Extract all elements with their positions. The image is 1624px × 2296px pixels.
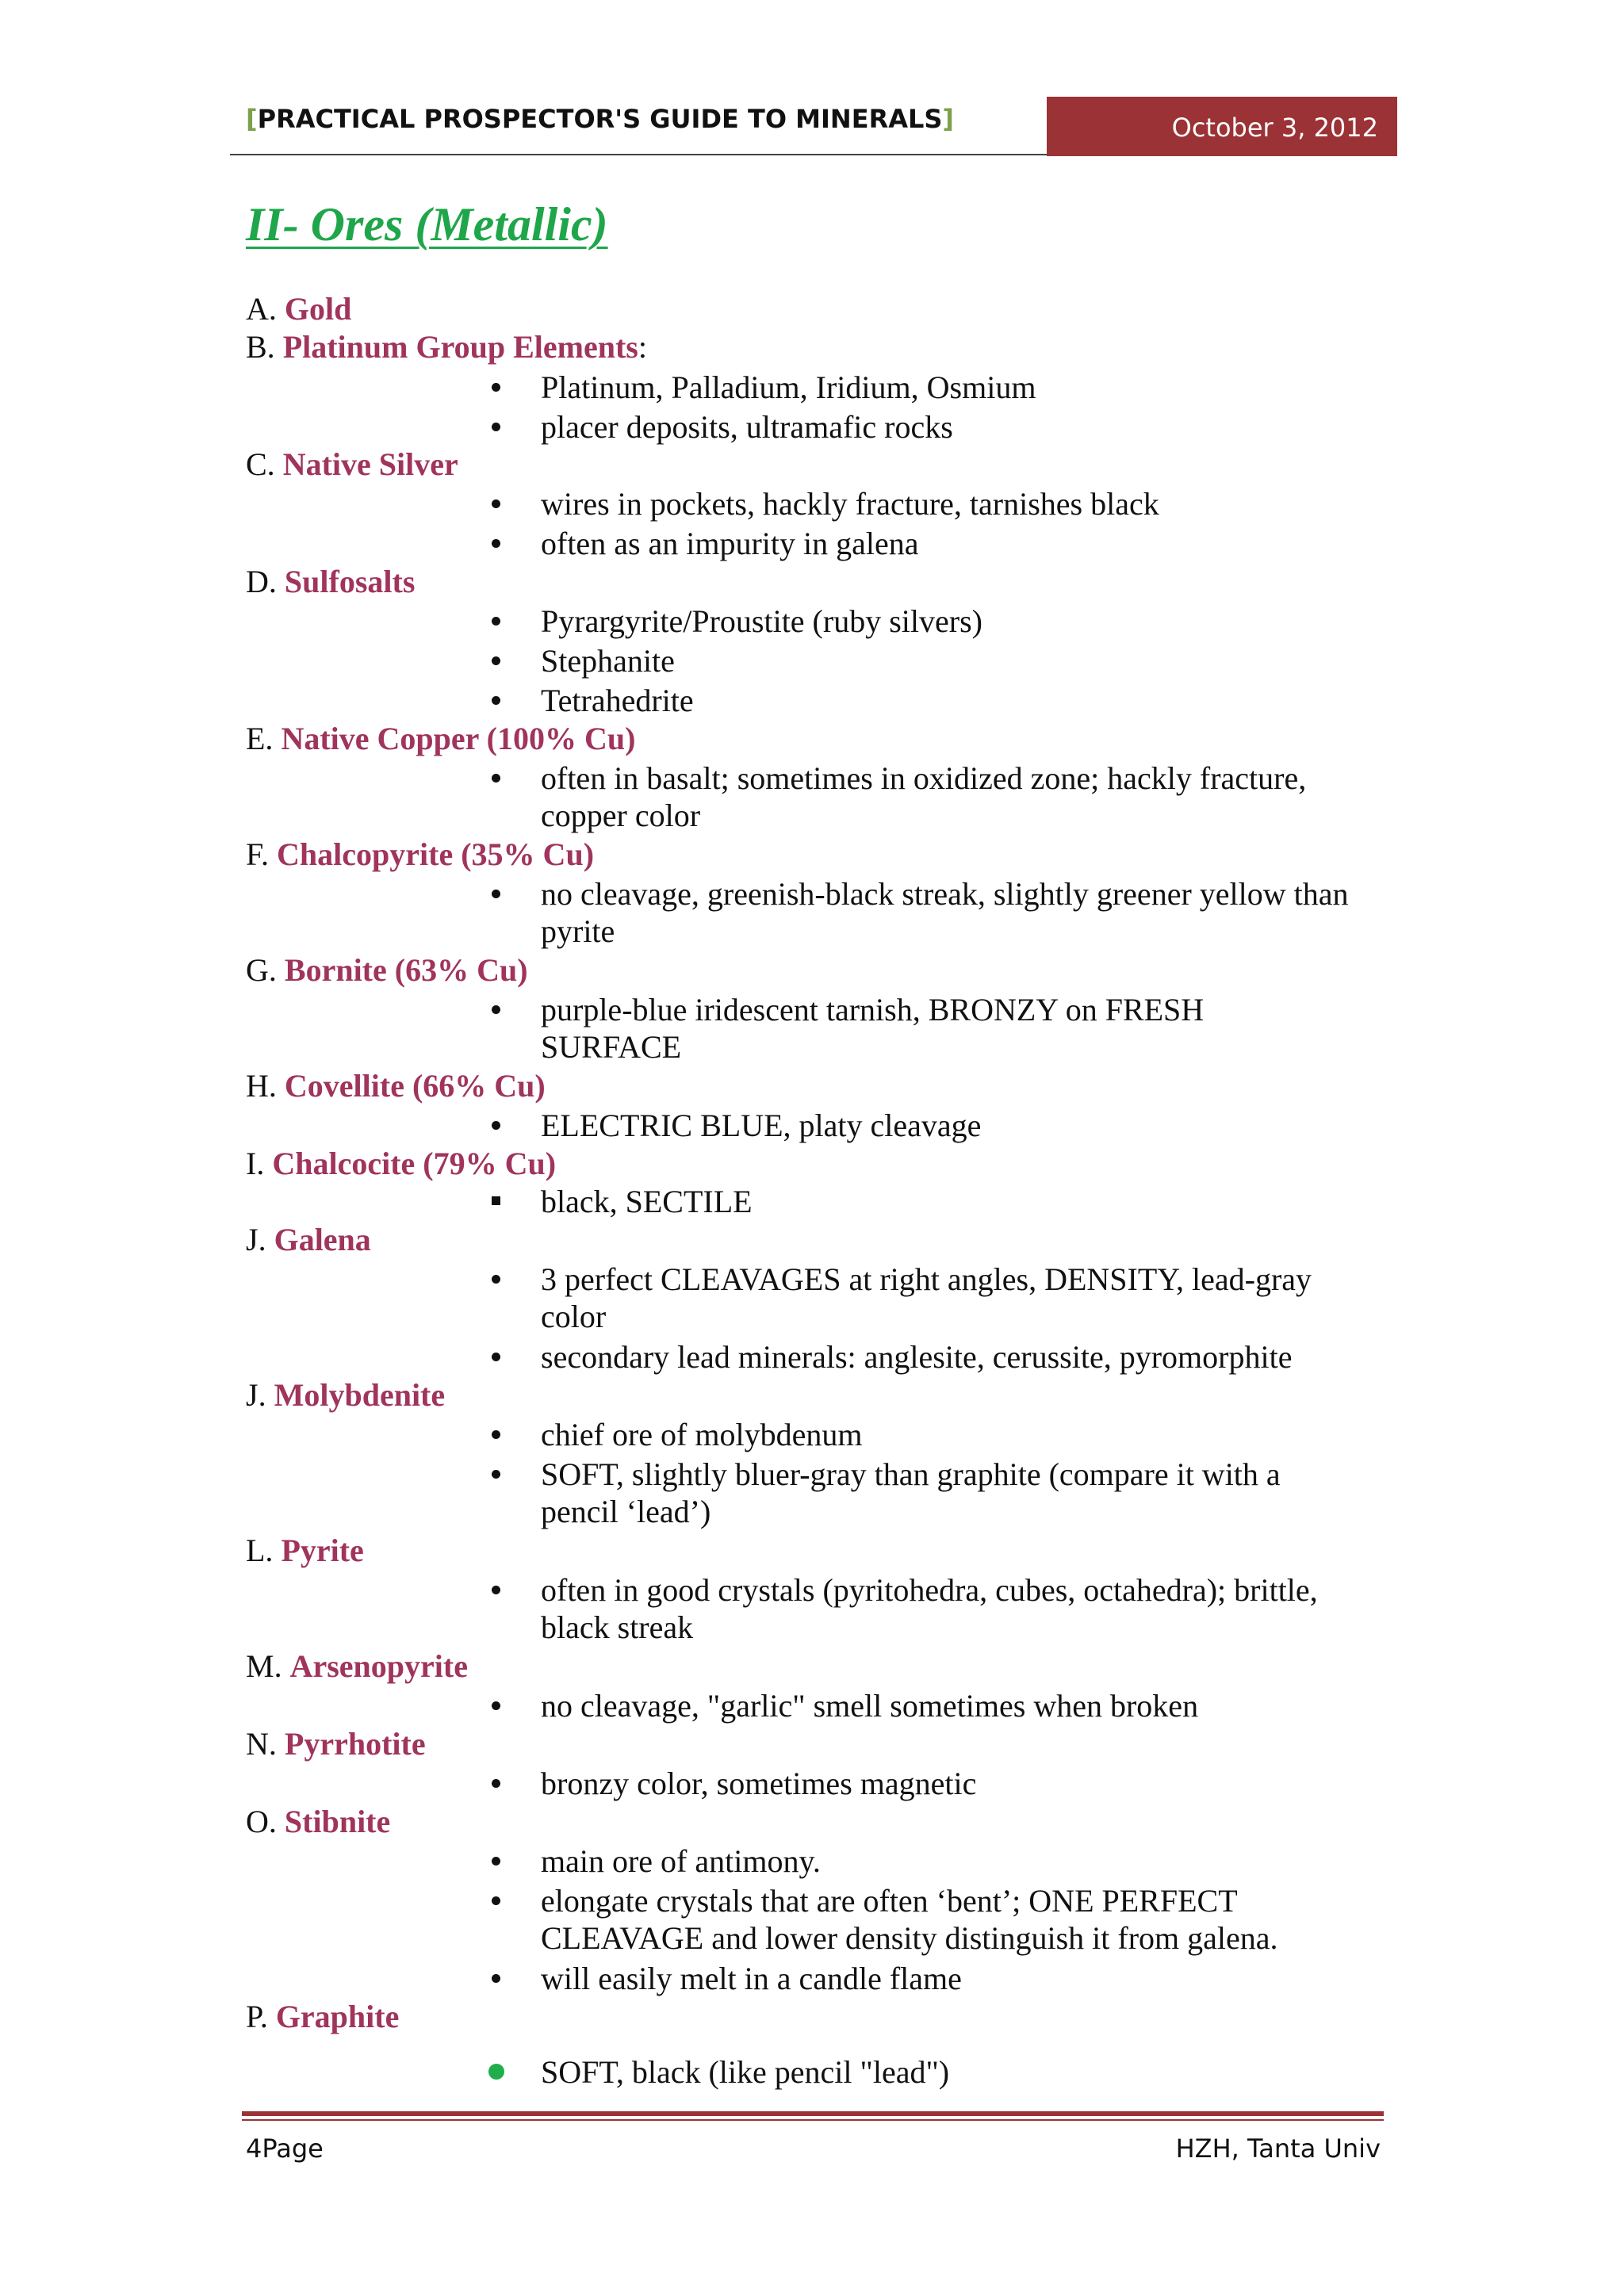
bullet-dot-icon: [492, 1121, 500, 1130]
bullet-text: Stephanite: [541, 643, 675, 679]
mineral-name: Covellite (66% Cu): [284, 1068, 546, 1104]
bullet-text: [541, 1456, 1281, 1530]
mineral-name: Pyrite: [281, 1533, 364, 1568]
bullet-text-line: often in good crystals (pyritohedra, cubes, octahedra); brittle,: [541, 1572, 1318, 1608]
bullet-dot-icon: [492, 1586, 500, 1594]
bullet-dot-icon: [492, 539, 500, 548]
footer-rule-thin: [242, 2119, 1384, 2121]
bullet-text: Platinum, Palladium, Iridium, Osmium: [541, 369, 1036, 405]
item-letter: I.: [246, 1146, 273, 1181]
item-letter: N.: [246, 1726, 285, 1762]
bullet-text: Pyrargyrite/Proustite (ruby silvers): [541, 603, 982, 639]
item-chalcocite: [246, 1145, 556, 1182]
bullet-text-line: often in basalt; sometimes in oxidized zone; hackly fracture,: [541, 760, 1307, 796]
bullet-text: ELECTRIC BLUE, platy cleavage: [541, 1108, 982, 1143]
bullet-dot-icon: [488, 2064, 504, 2080]
item-gold: [246, 290, 351, 327]
bullet-text: often as an impurity in galena: [541, 526, 919, 561]
item-native-copper: [246, 720, 635, 757]
bullet-text-line: color: [541, 1299, 607, 1334]
bullet-text: wires in pockets, hackly fracture, tarnishes black: [541, 486, 1159, 522]
item-graphite: [246, 1998, 399, 2035]
bullet-text: [541, 760, 1306, 834]
item-covellite: [246, 1067, 546, 1104]
bullet-dot-icon: [492, 774, 500, 783]
item-letter: B.: [246, 329, 283, 365]
mineral-name: Pyrrhotite: [284, 1726, 426, 1762]
bullet-text: chief ore of molybdenum: [541, 1417, 863, 1452]
bullet-dot-icon: [492, 1430, 500, 1439]
header-bracket-close: ]: [942, 104, 955, 134]
mineral-name: Sulfosalts: [284, 564, 416, 599]
bullet-text: will easily melt in a candle flame: [541, 1961, 962, 1996]
bullet-text-line: 3 perfect CLEAVAGES at right angles, DENSITY, lead-gray: [541, 1261, 1312, 1297]
header-title-text: PRACTICAL PROSPECTOR'S GUIDE TO MINERALS: [257, 104, 943, 134]
item-letter: P.: [246, 1999, 276, 2034]
bullet-dot-icon: [492, 617, 500, 626]
bullet-text: [541, 1571, 1318, 1646]
bullet-dot-icon: [492, 499, 500, 508]
bullet-text: [541, 1882, 1278, 1957]
item-letter: F.: [246, 836, 278, 872]
item-letter: C.: [246, 446, 283, 482]
bullet-text-line: copper color: [541, 798, 701, 833]
bullet-text-line: SOFT, slightly bluer-gray than graphite (compare it with a: [541, 1456, 1281, 1492]
mineral-name: Bornite (63% Cu): [284, 952, 528, 988]
header-bracket-open: [: [246, 104, 258, 134]
bullet-text: bronzy color, sometimes magnetic: [541, 1766, 977, 1801]
bullet-text: secondary lead minerals: anglesite, cerussite, pyromorphite: [541, 1339, 1293, 1375]
bullet-dot-icon: [492, 656, 500, 665]
footer-rule: [242, 2111, 1384, 2116]
section-heading: II- Ores (Metallic): [246, 198, 608, 251]
header-title: [246, 106, 954, 132]
item-stibnite: [246, 1803, 390, 1840]
mineral-name: Chalcocite (79% Cu): [272, 1146, 557, 1181]
item-pyrite: [246, 1532, 364, 1569]
item-chalcopyrite: [246, 836, 594, 873]
bullet-text: no cleavage, "garlic" smell sometimes when broken: [541, 1688, 1199, 1724]
item-letter: H.: [246, 1068, 285, 1104]
item-native-silver: [246, 446, 458, 483]
item-letter: D.: [246, 564, 285, 599]
footer-author: HZH, Tanta Univ: [1175, 2133, 1381, 2164]
header-rule: [230, 154, 1047, 155]
bullet-text-line: SURFACE: [541, 1029, 682, 1065]
bullet-dot-icon: [492, 1275, 500, 1284]
bullet-square-icon: [492, 1196, 500, 1205]
mineral-name: Molybdenite: [274, 1377, 446, 1413]
header-date-box: [1047, 97, 1397, 156]
bullet-dot-icon: [492, 1701, 500, 1710]
item-letter: J.: [246, 1377, 274, 1413]
bullet-dot-icon: [492, 423, 500, 431]
bullet-text: Tetrahedrite: [541, 683, 694, 718]
bullet-text: placer deposits, ultramafic rocks: [541, 409, 953, 445]
bullet-text: [541, 991, 1204, 1066]
bullet-text-line: purple-blue iridescent tarnish, BRONZY on FRESH: [541, 992, 1205, 1027]
mineral-name: Stibnite: [284, 1804, 391, 1839]
bullet-text: [541, 875, 1349, 950]
mineral-name: Gold: [284, 291, 352, 327]
item-letter: A.: [246, 291, 285, 327]
bullet-dot-icon: [492, 1779, 500, 1788]
bullet-dot-icon: [492, 1896, 500, 1905]
item-arsenopyrite: [246, 1647, 468, 1685]
bullet-dot-icon: [492, 1974, 500, 1983]
item-platinum-group: [246, 328, 647, 365]
item-letter: L.: [246, 1533, 282, 1568]
header-date: October 3, 2012: [1171, 113, 1378, 143]
item-letter: G.: [246, 952, 285, 988]
item-letter: M.: [246, 1648, 290, 1684]
bullet-text: [541, 1261, 1312, 1335]
bullet-dot-icon: [492, 1857, 500, 1866]
mineral-name: Platinum Group Elements: [282, 329, 638, 365]
item-bornite: [246, 951, 528, 989]
item-letter: O.: [246, 1804, 285, 1839]
mineral-name: Chalcopyrite (35% Cu): [277, 836, 595, 872]
item-sulfosalts: [246, 563, 415, 600]
mineral-name: Native Silver: [282, 446, 458, 482]
item-molybdenite: [246, 1376, 445, 1414]
footer-page-number: 4Page: [246, 2133, 324, 2164]
bullet-dot-icon: [492, 1005, 500, 1014]
bullet-text-line: pencil ‘lead’): [541, 1494, 711, 1529]
bullet-dot-icon: [492, 1470, 500, 1479]
bullet-dot-icon: [492, 890, 500, 898]
mineral-name: Galena: [274, 1222, 371, 1257]
bullet-text-line: pyrite: [541, 913, 615, 949]
bullet-text-line: no cleavage, greenish-black streak, slightly greener yellow than: [541, 876, 1349, 912]
item-pyrrhotite: [246, 1725, 426, 1762]
bullet-text-line: black streak: [541, 1609, 694, 1645]
item-suffix: :: [638, 329, 647, 365]
bullet-dot-icon: [492, 1353, 500, 1361]
item-letter: E.: [246, 721, 282, 756]
item-letter: J.: [246, 1222, 274, 1257]
mineral-name: Native Copper (100% Cu): [281, 721, 636, 756]
mineral-name: Graphite: [275, 1999, 400, 2034]
mineral-name: Arsenopyrite: [289, 1648, 468, 1684]
bullet-dot-icon: [492, 696, 500, 705]
bullet-text: SOFT, black (like pencil "lead"): [541, 2054, 950, 2090]
bullet-text: black, SECTILE: [541, 1184, 753, 1219]
bullet-text-line: elongate crystals that are often ‘bent’; ONE PERFECT: [541, 1883, 1238, 1919]
bullet-text-line: CLEAVAGE and lower density distinguish it from galena.: [541, 1920, 1278, 1956]
bullet-dot-icon: [492, 383, 500, 392]
item-galena: [246, 1221, 371, 1258]
bullet-text: main ore of antimony.: [541, 1843, 821, 1879]
